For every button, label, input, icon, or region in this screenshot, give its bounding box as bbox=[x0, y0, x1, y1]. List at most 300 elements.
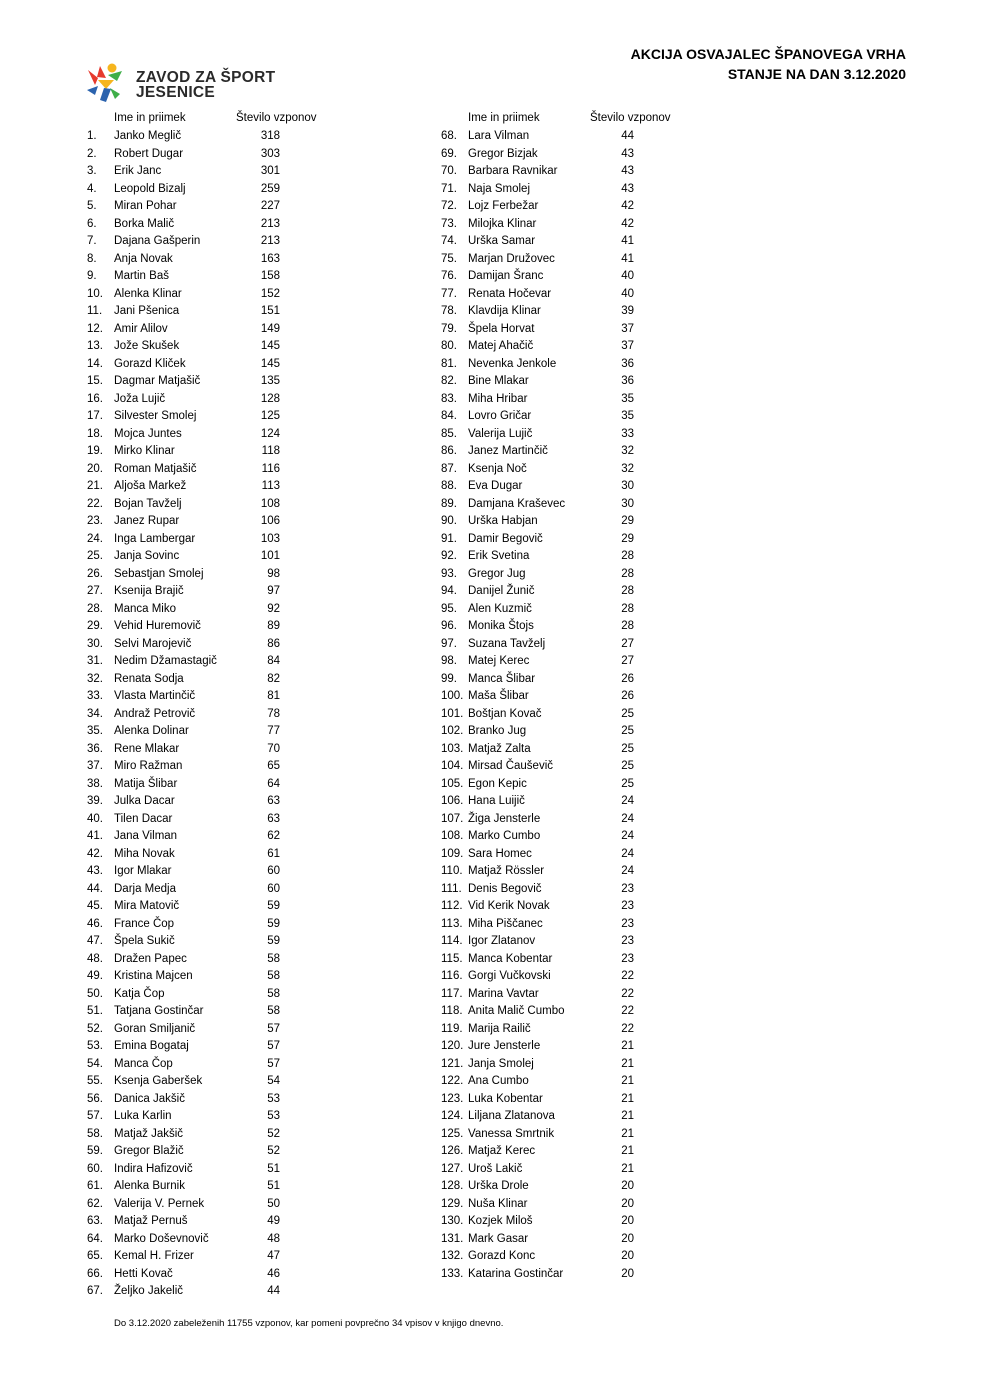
participant-name: Lovro Gričar bbox=[468, 410, 532, 422]
rank-number: 98. bbox=[441, 655, 457, 667]
participant-name: Anja Novak bbox=[114, 252, 173, 265]
climb-count: 152 bbox=[260, 287, 280, 300]
table-row bbox=[84, 848, 344, 866]
rank-number: 89. bbox=[441, 497, 457, 510]
table-row bbox=[438, 1215, 698, 1233]
climb-count: 227 bbox=[260, 200, 280, 212]
climb-count: 213 bbox=[260, 235, 280, 247]
rank-number: 45. bbox=[87, 900, 103, 912]
climb-count: 27 bbox=[621, 637, 634, 650]
rank-number: 119. bbox=[441, 1022, 463, 1035]
table-row bbox=[84, 1058, 344, 1076]
participant-name: Janko Meglič bbox=[114, 130, 182, 142]
rank-number: 54. bbox=[87, 1057, 103, 1070]
rank-number: 12. bbox=[87, 322, 103, 335]
participant-name: Jani Pšenica bbox=[114, 305, 180, 317]
table-row bbox=[84, 673, 344, 691]
climb-count: 89 bbox=[267, 620, 280, 632]
table-row bbox=[438, 918, 698, 936]
participant-name: Janja Smolej bbox=[468, 1057, 534, 1070]
rank-number: 92. bbox=[441, 550, 457, 562]
participant-name: Ana Cumbo bbox=[468, 1075, 529, 1087]
participant-name: Janja Sovinc bbox=[114, 550, 180, 562]
participant-name: Denis Begovič bbox=[468, 882, 542, 895]
rank-number: 16. bbox=[87, 392, 103, 405]
participant-name: Naja Smolej bbox=[468, 182, 530, 195]
rank-number: 57. bbox=[87, 1110, 103, 1122]
table-row bbox=[84, 1268, 344, 1286]
climb-count: 21 bbox=[621, 1057, 634, 1070]
participant-name: Kemal H. Frizer bbox=[114, 1250, 194, 1262]
climb-count: 86 bbox=[267, 637, 280, 650]
table-row bbox=[438, 130, 698, 148]
climb-count: 113 bbox=[261, 480, 280, 492]
participant-name: Leopold Bizalj bbox=[114, 182, 186, 195]
climb-count: 97 bbox=[267, 585, 280, 597]
climb-count: 37 bbox=[621, 340, 634, 352]
climb-count: 59 bbox=[267, 900, 280, 912]
participant-name: Egon Kepic bbox=[468, 777, 527, 790]
rank-number: 64. bbox=[87, 1232, 103, 1245]
participant-name: Mark Gasar bbox=[468, 1232, 529, 1245]
table-row bbox=[84, 778, 344, 796]
climb-count: 43 bbox=[621, 147, 634, 160]
participant-name: Emina Bogataj bbox=[114, 1040, 189, 1052]
rank-number: 103. bbox=[441, 742, 464, 755]
climb-count: 36 bbox=[621, 357, 634, 370]
climb-count: 24 bbox=[621, 812, 634, 825]
participant-name: Manca Čop bbox=[114, 1057, 173, 1070]
climb-count: 20 bbox=[621, 1197, 634, 1210]
climb-count: 50 bbox=[267, 1197, 280, 1210]
climb-count: 61 bbox=[267, 847, 280, 860]
climb-count: 26 bbox=[621, 672, 634, 685]
rank-number: 118. bbox=[441, 1005, 463, 1017]
table-row bbox=[438, 760, 698, 778]
participant-name: Urška Samar bbox=[468, 235, 536, 247]
participant-name: Branko Jug bbox=[468, 725, 527, 737]
climb-count: 145 bbox=[260, 340, 280, 352]
table-row bbox=[438, 708, 698, 726]
participant-name: Darja Medja bbox=[114, 882, 176, 895]
climb-count: 44 bbox=[267, 1285, 280, 1297]
climb-count: 108 bbox=[260, 497, 280, 510]
table-row bbox=[438, 620, 698, 638]
participant-name: Damir Begovič bbox=[468, 532, 543, 545]
participant-name: Renata Sodja bbox=[114, 672, 184, 685]
climb-count: 35 bbox=[621, 392, 634, 405]
participant-name: Joža Lujič bbox=[114, 392, 166, 405]
climb-count: 24 bbox=[621, 865, 634, 877]
climb-count: 101 bbox=[260, 550, 280, 562]
table-row bbox=[84, 393, 344, 411]
table-row bbox=[84, 1198, 344, 1216]
climb-count: 145 bbox=[260, 357, 280, 370]
climb-count: 32 bbox=[621, 445, 634, 457]
rank-number: 41. bbox=[87, 830, 103, 842]
participant-name: Vanessa Smrtnik bbox=[468, 1127, 555, 1140]
participant-name: Marko Cumbo bbox=[468, 830, 541, 842]
rank-number: 95. bbox=[441, 602, 457, 615]
participant-name: Matjaž Rössler bbox=[468, 865, 545, 877]
rank-number: 125. bbox=[441, 1127, 464, 1140]
table-row bbox=[84, 970, 344, 988]
participant-name: Lojz Ferbežar bbox=[468, 200, 539, 212]
climb-count: 28 bbox=[621, 550, 634, 562]
participant-name: Marko Doševnovič bbox=[114, 1232, 209, 1245]
table-row bbox=[84, 988, 344, 1006]
climb-count: 51 bbox=[267, 1162, 280, 1175]
logo bbox=[84, 62, 294, 104]
rank-number: 52. bbox=[87, 1022, 103, 1035]
rank-number: 114. bbox=[441, 935, 463, 947]
table-row bbox=[84, 1233, 344, 1251]
climb-count: 30 bbox=[621, 497, 634, 510]
rank-number: 14. bbox=[87, 357, 103, 370]
participant-name: Hetti Kovač bbox=[114, 1267, 173, 1280]
climb-count: 25 bbox=[621, 777, 634, 790]
table-row bbox=[438, 690, 698, 708]
table-row bbox=[438, 463, 698, 481]
table-row bbox=[84, 620, 344, 638]
participant-name: Danica Jakšič bbox=[114, 1092, 185, 1105]
table-row bbox=[84, 568, 344, 586]
rank-number: 53. bbox=[87, 1040, 103, 1052]
ranking-list-left bbox=[84, 130, 344, 1303]
rank-number: 1. bbox=[87, 130, 97, 142]
climb-count: 41 bbox=[621, 235, 634, 247]
participant-name: Kristina Majcen bbox=[114, 970, 193, 982]
table-row bbox=[84, 743, 344, 761]
rank-number: 48. bbox=[87, 952, 103, 965]
participant-name: Gorgi Vučkovski bbox=[468, 970, 551, 982]
table-row bbox=[438, 200, 698, 218]
climb-count: 30 bbox=[621, 480, 634, 492]
climb-count: 20 bbox=[621, 1232, 634, 1245]
rank-number: 66. bbox=[87, 1267, 103, 1280]
table-row bbox=[84, 463, 344, 481]
participant-name: Erik Svetina bbox=[468, 550, 530, 562]
table-row bbox=[84, 1128, 344, 1146]
participant-name: Tatjana Gostinčar bbox=[114, 1005, 204, 1017]
climb-count: 41 bbox=[621, 252, 634, 265]
participant-name: Špela Horvat bbox=[468, 322, 535, 335]
climb-count: 149 bbox=[260, 322, 280, 335]
climb-count: 64 bbox=[267, 777, 280, 790]
climb-count: 37 bbox=[621, 322, 634, 335]
table-row bbox=[438, 235, 698, 253]
table-row bbox=[438, 1040, 698, 1058]
table-row bbox=[438, 323, 698, 341]
rank-number: 30. bbox=[87, 637, 103, 650]
table-row bbox=[438, 1145, 698, 1163]
table-row bbox=[84, 690, 344, 708]
climb-count: 303 bbox=[260, 147, 280, 160]
rank-number: 87. bbox=[441, 462, 457, 475]
participant-name: Matjaž Zalta bbox=[468, 742, 531, 755]
rank-number: 18. bbox=[87, 427, 103, 440]
table-row bbox=[84, 1075, 344, 1093]
table-row bbox=[438, 533, 698, 551]
participant-name: Klavdija Klinar bbox=[468, 305, 541, 317]
participant-name: Mirko Klinar bbox=[114, 445, 175, 457]
climb-count: 29 bbox=[621, 515, 634, 527]
table-row bbox=[438, 1110, 698, 1128]
participant-name: Marina Vavtar bbox=[468, 987, 539, 1000]
climb-count: 24 bbox=[621, 847, 634, 860]
climb-count: 20 bbox=[621, 1180, 634, 1192]
rank-number: 37. bbox=[87, 760, 103, 772]
table-row bbox=[84, 585, 344, 603]
participant-name: Eva Dugar bbox=[468, 480, 523, 492]
rank-number: 104. bbox=[441, 760, 464, 772]
climb-count: 77 bbox=[267, 725, 280, 737]
climb-count: 21 bbox=[621, 1040, 634, 1052]
table-row bbox=[438, 830, 698, 848]
climb-count: 124 bbox=[260, 427, 280, 440]
climb-count: 42 bbox=[621, 217, 634, 230]
climb-count: 21 bbox=[621, 1127, 634, 1140]
rank-number: 32. bbox=[87, 672, 103, 685]
climb-count: 22 bbox=[621, 970, 634, 982]
participant-name: Nevenka Jenkole bbox=[468, 357, 557, 370]
rank-number: 43. bbox=[87, 865, 103, 877]
rank-number: 63. bbox=[87, 1215, 103, 1227]
climb-count: 21 bbox=[621, 1110, 634, 1122]
table-row bbox=[84, 183, 344, 201]
participant-name: Monika Štojs bbox=[468, 620, 534, 632]
table-row bbox=[84, 760, 344, 778]
participant-name: Julka Dacar bbox=[114, 795, 175, 807]
participant-name: Miro Ražman bbox=[114, 760, 183, 772]
participant-name: Rene Mlakar bbox=[114, 742, 180, 755]
climb-count: 59 bbox=[267, 935, 280, 947]
participant-name: Matija Šlibar bbox=[114, 777, 178, 790]
climb-count: 103 bbox=[260, 532, 280, 545]
climb-count: 81 bbox=[267, 690, 280, 702]
table-row bbox=[84, 1145, 344, 1163]
table-row bbox=[438, 585, 698, 603]
table-row bbox=[438, 1250, 698, 1268]
rank-number: 127. bbox=[441, 1162, 464, 1175]
table-row bbox=[438, 1075, 698, 1093]
table-row bbox=[84, 795, 344, 813]
rank-number: 105. bbox=[441, 777, 464, 790]
rank-number: 65. bbox=[87, 1250, 103, 1262]
rank-number: 33. bbox=[87, 690, 103, 702]
table-row bbox=[84, 515, 344, 533]
climb-count: 78 bbox=[267, 707, 280, 720]
participant-name: Alenka Dolinar bbox=[114, 725, 189, 737]
table-row bbox=[84, 708, 344, 726]
table-row bbox=[84, 638, 344, 656]
rank-number: 128. bbox=[441, 1180, 464, 1192]
participant-name: Valerija Lujič bbox=[468, 427, 533, 440]
participant-name: Alen Kuzmič bbox=[468, 602, 532, 615]
participant-name: Alenka Burnik bbox=[114, 1180, 185, 1192]
rank-number: 34. bbox=[87, 707, 103, 720]
rank-number: 39. bbox=[87, 795, 103, 807]
title-line-2: STANJE NA DAN 3.12.2020 bbox=[727, 66, 906, 82]
rank-number: 80. bbox=[441, 340, 457, 352]
climb-count: 23 bbox=[621, 952, 634, 965]
climb-count: 20 bbox=[621, 1250, 634, 1262]
climb-count: 44 bbox=[621, 130, 634, 142]
table-row bbox=[438, 848, 698, 866]
participant-name: Mojca Juntes bbox=[114, 427, 182, 440]
climb-count: 163 bbox=[260, 252, 280, 265]
rank-number: 47. bbox=[87, 935, 103, 947]
participant-name: France Čop bbox=[114, 917, 175, 930]
climb-count: 20 bbox=[621, 1267, 634, 1280]
rank-number: 38. bbox=[87, 777, 103, 790]
rank-number: 36. bbox=[87, 742, 103, 755]
rank-number: 115. bbox=[441, 952, 463, 965]
participant-name: Janez Rupar bbox=[114, 515, 180, 527]
table-row bbox=[84, 725, 344, 743]
climb-count: 47 bbox=[267, 1250, 280, 1262]
rank-number: 50. bbox=[87, 987, 103, 1000]
table-row bbox=[84, 340, 344, 358]
climb-count: 22 bbox=[621, 1022, 634, 1035]
participant-name: Erik Janc bbox=[114, 165, 162, 177]
climb-count: 26 bbox=[621, 690, 634, 702]
table-row bbox=[84, 603, 344, 621]
climb-count: 23 bbox=[621, 935, 634, 947]
table-row bbox=[438, 603, 698, 621]
rank-number: 100. bbox=[441, 690, 464, 702]
table-row bbox=[84, 1023, 344, 1041]
participant-name: Andraž Petrovič bbox=[114, 707, 196, 720]
climb-count: 51 bbox=[267, 1180, 280, 1192]
rank-number: 132. bbox=[441, 1250, 464, 1262]
climb-count: 25 bbox=[621, 760, 634, 772]
participant-name: Željko Jakelič bbox=[114, 1285, 184, 1297]
participant-name: Nedim Džamastagič bbox=[114, 655, 217, 667]
climb-count: 318 bbox=[260, 130, 280, 142]
table-row bbox=[438, 970, 698, 988]
ranking-list-right bbox=[438, 130, 698, 1285]
rank-number: 59. bbox=[87, 1145, 103, 1157]
climb-count: 20 bbox=[621, 1215, 634, 1227]
participant-name: Matjaž Jakšič bbox=[114, 1127, 184, 1140]
participant-name: Hana Luijič bbox=[468, 795, 525, 807]
table-row bbox=[438, 1005, 698, 1023]
participant-name: Mira Matovič bbox=[114, 900, 180, 912]
participant-name: Matej Kerec bbox=[468, 655, 530, 667]
table-row bbox=[84, 445, 344, 463]
participant-name: Dagmar Matjašič bbox=[114, 375, 201, 387]
participant-name: Suzana Tavželj bbox=[468, 637, 546, 650]
table-row bbox=[84, 1005, 344, 1023]
participant-name: Ksenja Noč bbox=[468, 462, 527, 475]
participant-name: Damjana Kraševec bbox=[468, 497, 566, 510]
rank-number: 58. bbox=[87, 1127, 103, 1140]
participant-name: Silvester Smolej bbox=[114, 410, 197, 422]
climb-count: 21 bbox=[621, 1162, 634, 1175]
climb-count: 43 bbox=[621, 165, 634, 177]
climb-count: 42 bbox=[621, 200, 634, 212]
climb-count: 106 bbox=[260, 515, 280, 527]
rank-number: 40. bbox=[87, 812, 103, 825]
rank-number: 46. bbox=[87, 917, 103, 930]
participant-name: Inga Lambergar bbox=[114, 532, 196, 545]
rank-number: 90. bbox=[441, 515, 457, 527]
climb-count: 98 bbox=[267, 567, 280, 580]
climb-count: 40 bbox=[621, 287, 634, 300]
climb-count: 58 bbox=[267, 952, 280, 965]
participant-name: Katja Čop bbox=[114, 987, 165, 1000]
rank-number: 11. bbox=[87, 305, 103, 317]
climb-count: 52 bbox=[267, 1127, 280, 1140]
participant-name: Vid Kerik Novak bbox=[468, 900, 550, 912]
rank-number: 4. bbox=[87, 182, 97, 195]
climb-count: 125 bbox=[260, 410, 280, 422]
table-row bbox=[438, 778, 698, 796]
climb-count: 60 bbox=[267, 865, 280, 877]
climb-count: 24 bbox=[621, 830, 634, 842]
participant-name: Mirsad Čauševič bbox=[468, 760, 553, 772]
table-row bbox=[438, 795, 698, 813]
table-row bbox=[438, 1093, 698, 1111]
rank-number: 83. bbox=[441, 392, 457, 405]
rank-number: 60. bbox=[87, 1162, 103, 1175]
table-row bbox=[438, 743, 698, 761]
participant-name: Ksenija Brajič bbox=[114, 585, 184, 597]
table-row bbox=[438, 183, 698, 201]
table-row bbox=[84, 148, 344, 166]
climb-count: 60 bbox=[267, 882, 280, 895]
rank-number: 61. bbox=[87, 1180, 103, 1192]
table-row bbox=[438, 1180, 698, 1198]
table-row bbox=[84, 900, 344, 918]
table-row bbox=[84, 865, 344, 883]
rank-number: 31. bbox=[87, 655, 103, 667]
rank-number: 6. bbox=[87, 217, 97, 230]
table-row bbox=[438, 393, 698, 411]
climb-count: 135 bbox=[260, 375, 280, 387]
participant-name: Sebastjan Smolej bbox=[114, 567, 204, 580]
climb-count: 213 bbox=[260, 217, 280, 230]
rank-number: 27. bbox=[87, 585, 103, 597]
table-row bbox=[84, 480, 344, 498]
table-row bbox=[438, 253, 698, 271]
participant-name: Jože Skušek bbox=[114, 340, 180, 352]
table-row bbox=[438, 148, 698, 166]
table-row bbox=[438, 305, 698, 323]
climb-count: 28 bbox=[621, 585, 634, 597]
table-row bbox=[438, 445, 698, 463]
participant-name: Miha Hribar bbox=[468, 392, 528, 405]
climb-count: 33 bbox=[621, 427, 634, 440]
participant-name: Goran Smiljanič bbox=[114, 1022, 196, 1035]
participant-name: Vehid Huremovič bbox=[114, 620, 201, 632]
climb-count: 25 bbox=[621, 707, 634, 720]
table-row bbox=[438, 498, 698, 516]
rank-number: 120. bbox=[441, 1040, 464, 1052]
participant-name: Katarina Gostinčar bbox=[468, 1267, 564, 1280]
participant-name: Boštjan Kovač bbox=[468, 707, 542, 720]
participant-name: Špela Sukič bbox=[114, 935, 175, 947]
rank-number: 3. bbox=[87, 165, 97, 177]
column-header-name: Ime in priimek bbox=[468, 112, 540, 124]
participant-name: Liljana Zlatanova bbox=[468, 1110, 555, 1122]
rank-number: 126. bbox=[441, 1145, 464, 1157]
rank-number: 55. bbox=[87, 1075, 103, 1087]
climb-count: 54 bbox=[267, 1075, 280, 1087]
rank-number: 22. bbox=[87, 497, 103, 510]
climb-count: 59 bbox=[267, 917, 280, 930]
